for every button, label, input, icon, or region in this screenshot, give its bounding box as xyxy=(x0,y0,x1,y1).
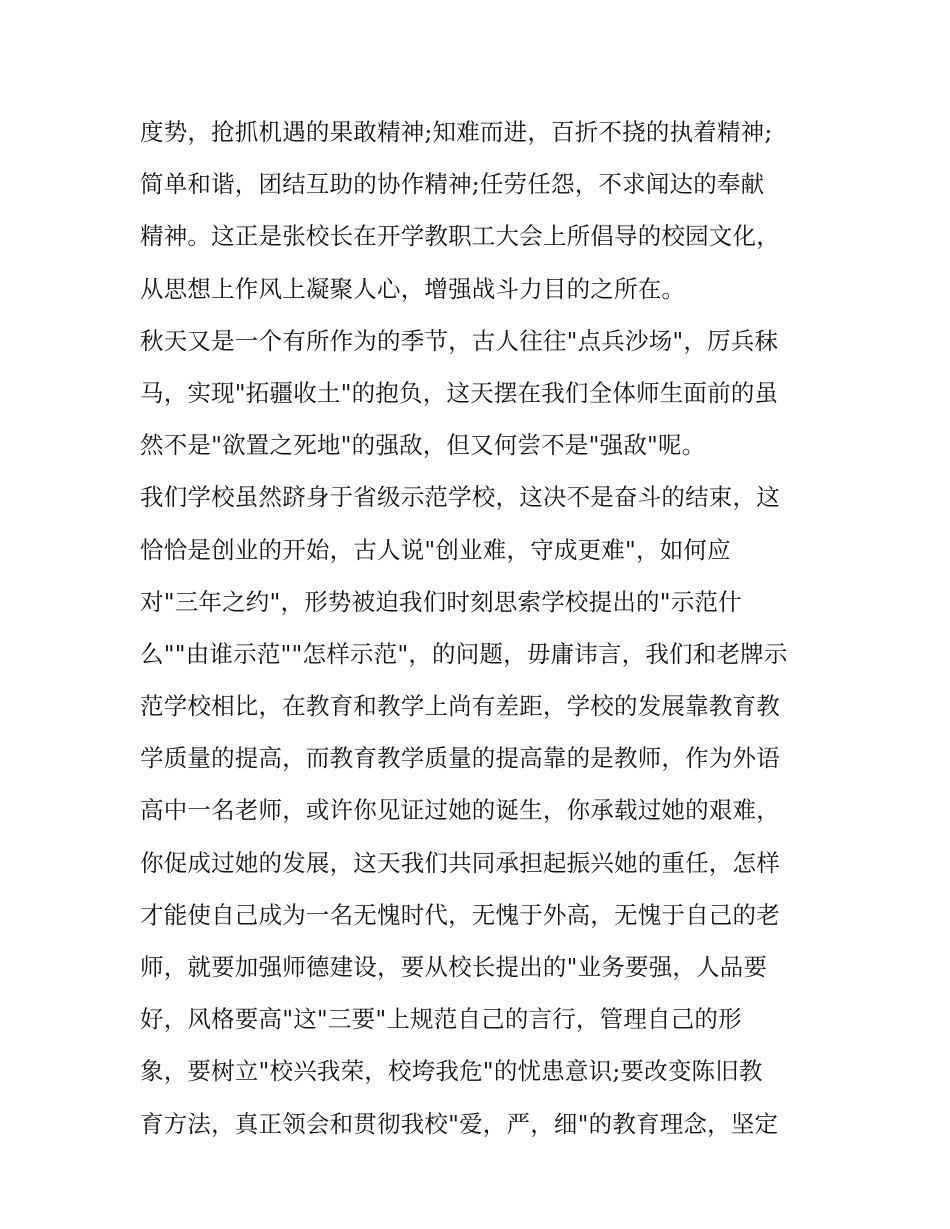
body-text xyxy=(140,106,830,1150)
text-line-14: 高中一名老师，或许你见证过她的诞生，你承载过她的艰难， xyxy=(140,796,780,825)
text-line-3: 精神。这正是张校长在开学教职工大会上所倡导的校园文化， xyxy=(140,222,780,251)
text-line-5: 秋天又是一个有所作为的季节，古人往往"点兵沙场"，厉兵秣 xyxy=(140,326,779,355)
text-line-2: 简单和谐，团结互助的协作精神;任劳任怨，不求闻达的奉献 xyxy=(140,170,765,199)
text-line-15: 你促成过她的发展，这天我们共同承担起振兴她的重任，怎样 xyxy=(140,848,780,877)
text-line-12: 范学校相比，在教育和教学上尚有差距，学校的发展靠教育教 xyxy=(140,692,780,721)
text-line-4: 从思想上作风上凝聚人心，增强战斗力目的之所在。 xyxy=(140,274,686,303)
text-line-20: 育方法，真正领会和贯彻我校"爱，严，细"的教育理念，坚定 xyxy=(140,1109,779,1138)
text-line-8: 我们学校虽然跻身于省级示范学校，这决不是奋斗的结束，这 xyxy=(140,483,780,512)
text-line-11: 么""由谁示范""怎样示范"，的问题，毋庸讳言，我们和老牌示 xyxy=(140,639,788,668)
text-line-9: 恰恰是创业的开始，古人说"创业难，守成更难"，如何应 xyxy=(140,535,731,564)
text-line-1: 度势，抢抓机遇的果敢精神;知难而进，百折不挠的执着精神; xyxy=(140,118,773,146)
text-line-16: 才能使自己成为一名无愧时代，无愧于外高，无愧于自己的老 xyxy=(140,900,780,929)
text-line-7: 然不是"欲置之死地"的强敌，但又何尝不是"强敌"呢。 xyxy=(140,431,706,460)
text-line-10: 对"三年之约"，形势被迫我们时刻思索学校提出的"示范什 xyxy=(140,587,742,616)
text-line-18: 好，风格要高"这"三要"上规范自己的言行，管理自己的形 xyxy=(140,1005,742,1034)
text-line-6: 马，实现"拓疆收土"的抱负，这天摆在我们全体师生面前的虽 xyxy=(140,378,779,407)
text-line-13: 学质量的提高，而教育教学质量的提高靠的是教师，作为外语 xyxy=(140,744,780,773)
text-line-17: 师，就要加强师德建设，要从校长提出的"业务要强，人品要 xyxy=(140,953,768,981)
text-line-19: 象，要树立"校兴我荣，校垮我危"的忧患意识;要改变陈旧教 xyxy=(140,1057,763,1086)
